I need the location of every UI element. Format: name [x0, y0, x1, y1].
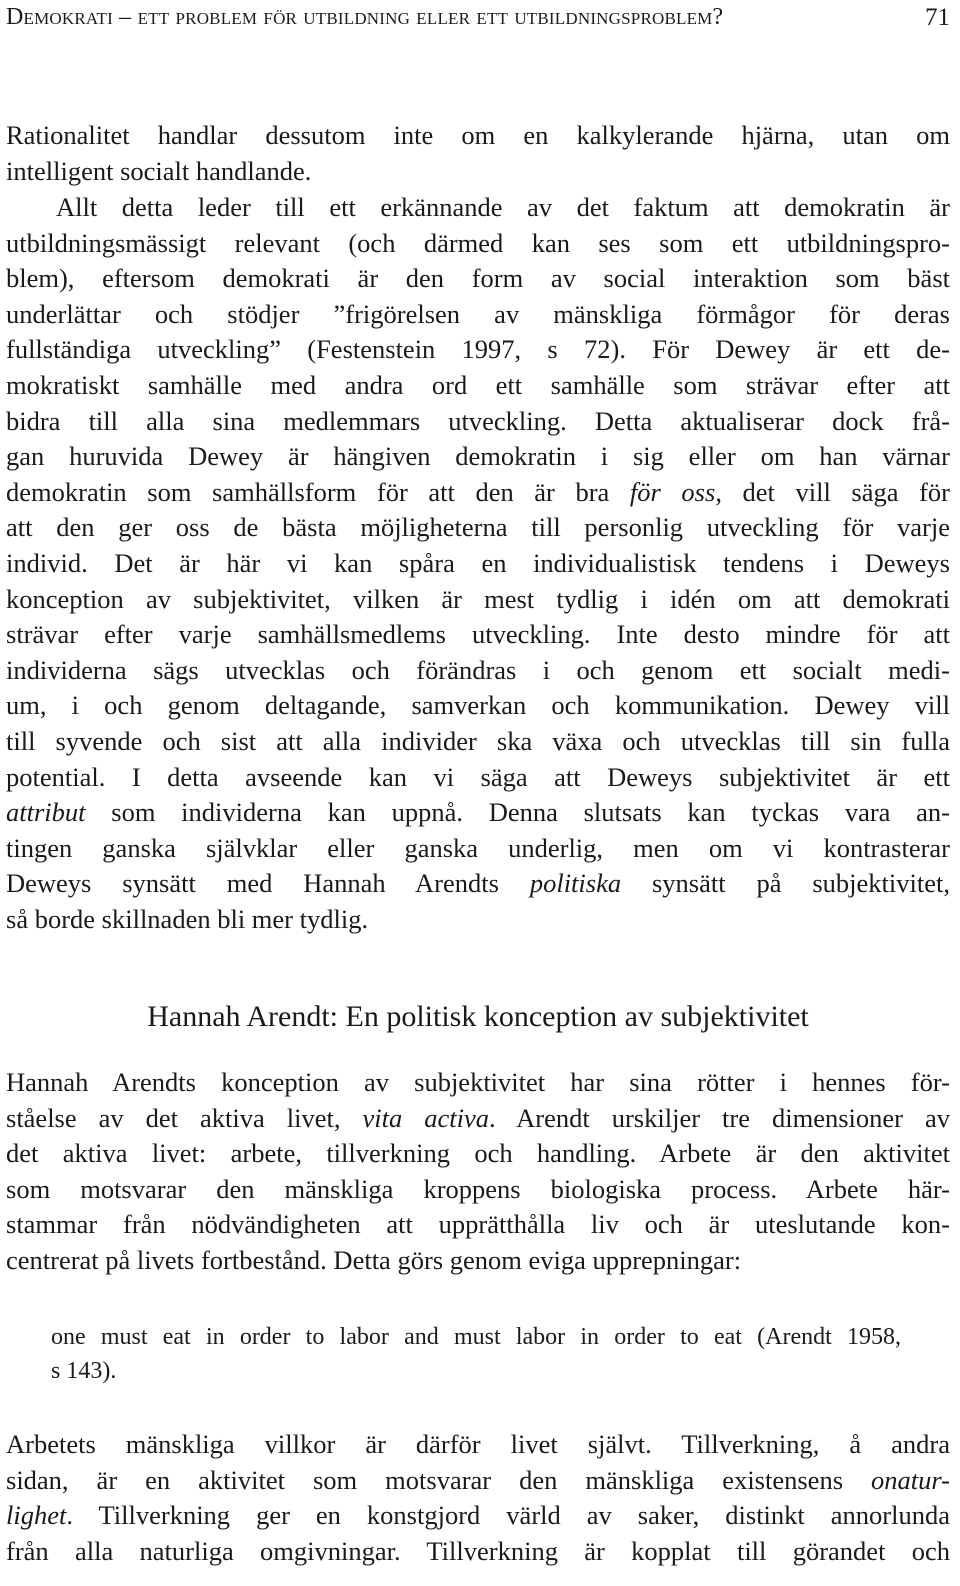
text-line: [6, 795, 950, 831]
text-line: mokratiskt samhälle med andra ord ett samhälle som strävar efter att: [6, 369, 950, 400]
text-line: underlättar och stödjer ”frigörelsen av mänskliga förmågor för deras: [6, 298, 950, 329]
emphasis-for-oss: för oss: [629, 476, 716, 507]
text-line: utbildningsmässigt relevant (och därmed kan ses som ett utbildningspro-: [6, 227, 950, 258]
quote-line: s 143).: [51, 1357, 117, 1384]
text-line: tingen ganska självklar eller ganska underlig, men om vi kontrasterar: [6, 832, 950, 863]
text-line: potential. I detta avseende kan vi säga att Deweys subjektivitet är ett: [6, 761, 950, 792]
text-line: [6, 1498, 950, 1534]
text-line: blem), eftersom demokrati är den form av social interaktion som bäst: [6, 263, 950, 294]
text-line: Rationalitet handlar dessutom inte om en kalkylerande hjärna, utan om: [6, 120, 950, 150]
text-line: individ. Det är här vi kan spåra en individualistisk tendens i Deweys: [6, 547, 950, 578]
section-heading: Hannah Arendt: En politisk konception av subjektivitet: [147, 1000, 809, 1033]
text-run: sidan, är en aktivitet som motsvarar den mänskliga existensens: [6, 1464, 872, 1495]
text-line: till syvende och sist att alla individer ska växa och utvecklas till sin fulla: [6, 725, 950, 756]
emphasis-vita-activa: vita activa: [362, 1102, 489, 1133]
text-line: stammar från nödvändigheten att upprätthålla liv och är uteslutande kon-: [6, 1209, 950, 1240]
paragraph-rationalitet: [6, 118, 950, 189]
text-line: individerna sägs utvecklas och förändras i och genom ett socialt medi-: [6, 654, 950, 685]
emphasis-onaturlighet: lighet: [6, 1500, 67, 1531]
text-line: fullständiga utveckling” (Festenstein 1997, s 72). För Dewey är ett de-: [6, 334, 950, 365]
emphasis-attribut: attribut: [6, 797, 86, 828]
text-line: Arbetets mänskliga villkor är därför livet självt. Tillverkning, å andra: [6, 1429, 950, 1459]
running-title: Demokrati – ett problem för utbildning eller ett utbildningsproblem?: [6, 4, 724, 30]
text-run: som individerna kan uppnå. Denna slutsats kan tyckas vara an-: [85, 797, 950, 828]
emphasis-onaturlighet: onatur-: [871, 1464, 950, 1495]
text-line: konception av subjektivitet, vilken är mest tydlig i idén om att demokrati: [6, 583, 950, 614]
running-header: [6, 4, 950, 34]
text-line: att den ger oss de bästa möjligheterna till personlig utveckling för varje: [6, 512, 950, 543]
text-line: så borde skillnaden bli mer tydlig.: [6, 903, 369, 934]
block-quote: [51, 1321, 901, 1388]
text-line: gan huruvida Dewey är hängiven demokratin i sig eller om han värnar: [6, 441, 950, 472]
text-line: bidra till alla sina medlemmars utveckling. Detta aktualiserar dock frå-: [6, 405, 950, 436]
text-line: från alla naturliga omgivningar. Tillverkning är kopplat till görandet och: [6, 1535, 950, 1566]
paragraph-arbetets: [6, 1427, 950, 1569]
text-line: [6, 1101, 950, 1137]
text-run: synsätt på subjektivitet,: [621, 868, 950, 899]
paragraph-dewey: [6, 190, 950, 937]
page-number: 71: [925, 4, 950, 31]
text-line: centrerat på livets fortbestånd. Detta görs genom eviga upprepningar:: [6, 1244, 742, 1275]
text-run: . Arendt urskiljer tre dimensioner av: [488, 1102, 950, 1133]
text-line: [6, 1463, 950, 1499]
paragraph-arendt: [6, 1065, 950, 1279]
text-run: Deweys synsätt med Hannah Arendts: [6, 868, 530, 899]
quote-line: one must eat in order to labor and must labor in order to eat (Arendt 1958,: [51, 1324, 901, 1350]
text-line: [6, 866, 950, 902]
text-run: , det vill säga för: [715, 476, 950, 507]
text-line: Hannah Arendts konception av subjektivitet har sina rötter i hennes för-: [6, 1067, 950, 1097]
text-line: strävar efter varje samhällsmedlems utveckling. Inte desto mindre för att: [6, 619, 950, 650]
text-run: ståelse av det aktiva livet,: [6, 1102, 363, 1133]
text-line: Allt detta leder till ett erkännande av det faktum att demokratin är: [56, 192, 950, 222]
text-run: . Tillverkning ger en konstgjord värld av saker, distinkt annorlunda: [66, 1500, 950, 1531]
text-run: demokratin som samhällsform för att den är bra: [6, 476, 630, 507]
text-line: det aktiva livet: arbete, tillverkning och handling. Arbete är den aktivitet: [6, 1138, 950, 1169]
emphasis-politiska: politiska: [529, 868, 622, 899]
text-line: intelligent socialt handlande.: [6, 155, 312, 186]
text-line: um, i och genom deltagande, samverkan och kommunikation. Dewey vill: [6, 690, 950, 721]
text-line: som motsvarar den mänskliga kroppens biologiska process. Arbete här-: [6, 1173, 950, 1204]
text-line: [6, 475, 950, 511]
